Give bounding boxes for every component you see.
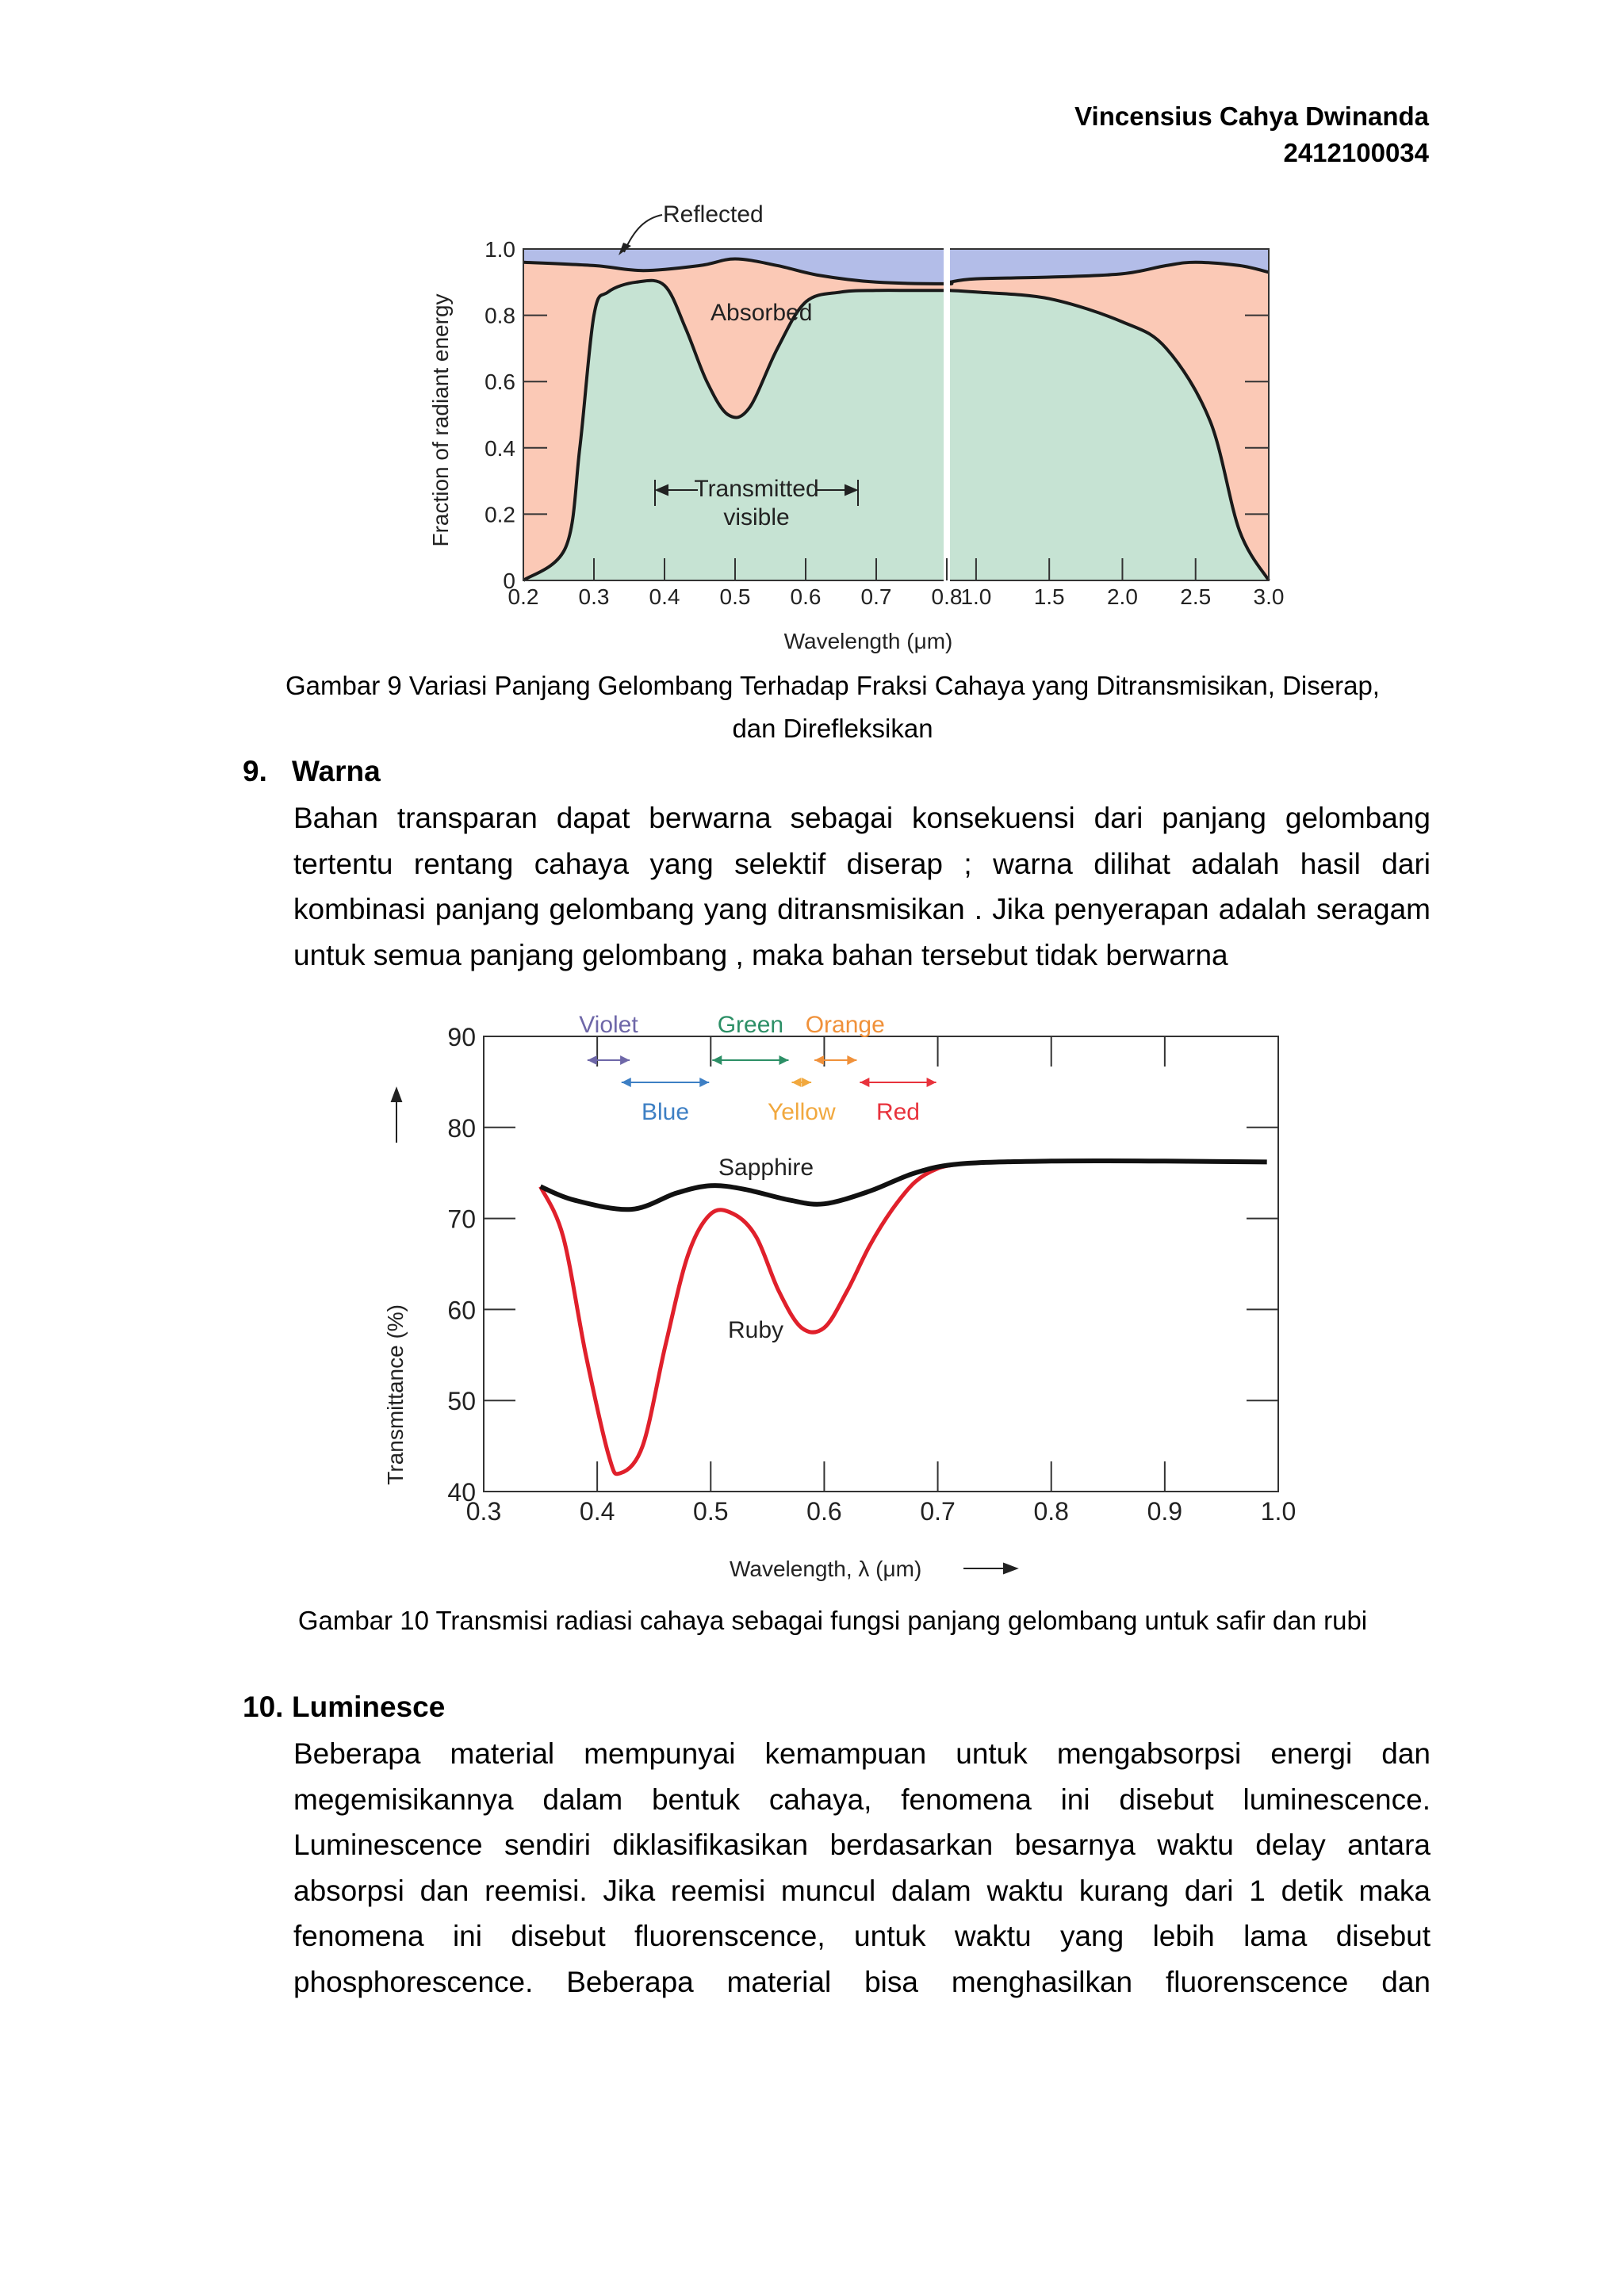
fig9-annotation-visible: visible <box>723 504 790 530</box>
section-10-line: megemisikannya dalam bentuk cahaya, fenomena ini disebut luminescence. <box>293 1783 1431 1816</box>
section-9-number: 9. <box>243 755 267 787</box>
fig10-x-tick-label: 0.4 <box>579 1497 615 1526</box>
fig10-band-yellow-arrowhead-left <box>791 1078 801 1087</box>
fig9-y-axis-label: Fraction of radiant energy <box>428 293 453 547</box>
fig9-y-tick-label: 0.8 <box>485 303 515 328</box>
fig10-y-tick-label: 50 <box>447 1387 476 1416</box>
fig10-band-red-label: Red <box>875 1099 920 1125</box>
fig9-annotation-reflected: Reflected <box>663 201 764 228</box>
fig9-y-tick-label: 0.4 <box>485 435 515 461</box>
fig9-x-tick-label: 0.3 <box>578 584 610 609</box>
fig10-y-tick-label: 90 <box>447 1023 476 1051</box>
fig10-y-tick-label: 80 <box>447 1113 476 1143</box>
figure-9-chart <box>420 190 1308 666</box>
fig10-line-sapphire <box>541 1161 1267 1209</box>
fig10-x-tick-label: 0.8 <box>1033 1497 1069 1526</box>
fig10-x-tick-label: 0.6 <box>806 1497 842 1526</box>
section-9-title: Warna <box>292 755 381 787</box>
section-9-line: Bahan transparan dapat berwarna sebagai konsekuensi dari panjang gelombang <box>293 802 1431 834</box>
fig10-y-tick-label: 40 <box>447 1478 476 1507</box>
fig10-y-axis-label: Transmittance (%) <box>383 1304 408 1485</box>
section-9-line: untuk semua panjang gelombang , maka bahan tersebut tidak berwarna <box>293 938 1228 971</box>
fig9-x-tick-label: 0.8 <box>931 584 963 609</box>
section-10-number: 10. <box>243 1691 284 1723</box>
section-9-line: kombinasi panjang gelombang yang ditransmisikan . Jika penyerapan adalah seragam <box>293 893 1431 925</box>
fig10-x-axis-label: Wavelength, λ (μm) <box>730 1557 922 1581</box>
fig9-x-tick-label: 1.5 <box>1033 584 1065 609</box>
fig10-band-green-arrowhead-left <box>712 1055 722 1065</box>
fig10-band-blue-label: Blue <box>642 1099 690 1125</box>
fig10-band-blue-arrowhead-right <box>699 1078 709 1087</box>
fig9-annotation-transmitted: Transmitted <box>694 476 819 502</box>
author-name: Vincensius Cahya Dwinanda <box>1074 101 1429 131</box>
fig10-band-orange-label: Orange <box>805 1012 885 1038</box>
fig10-series-label-sapphire: Sapphire <box>718 1155 814 1181</box>
fig10-band-red-arrowhead-right <box>927 1078 936 1087</box>
figure-10-chart <box>373 995 1324 1606</box>
fig9-y-tick-label: 1.0 <box>485 237 515 262</box>
fig10-band-red-arrowhead-left <box>860 1078 869 1087</box>
section-10-paragraph <box>293 1731 1431 2005</box>
fig9-axis-break <box>944 238 950 595</box>
fig9-x-tick-label: 0.2 <box>508 584 539 609</box>
section-10-line: phosphorescence. Beberapa material bisa menghasilkan fluorenscence dan <box>293 1965 1431 1998</box>
fig9-x-tick-label: 0.5 <box>719 584 751 609</box>
section-10-line: absorpsi dan reemisi. Jika reemisi muncul dalam waktu kurang dari 1 detik maka <box>293 1874 1431 1907</box>
section-9-line: tertentu rentang cahaya yang selektif diserap ; warna dilihat adalah hasil dari <box>293 847 1431 880</box>
fig9-x-tick-label: 2.0 <box>1106 584 1138 609</box>
fig10-band-green-arrowhead-right <box>779 1055 788 1065</box>
fig9-x-tick-label: 2.5 <box>1180 584 1212 609</box>
fig10-band-orange-arrowhead-left <box>814 1055 824 1065</box>
section-10-line: Luminescence sendiri diklasifikasikan berdasarkan besarnya waktu delay antara <box>293 1829 1431 1861</box>
section-10-heading <box>243 1687 445 1727</box>
fig10-series-label-ruby: Ruby <box>728 1317 784 1343</box>
fig10-x-tick-label: 0.7 <box>920 1497 956 1526</box>
fig9-annotation-absorbed: Absorbed <box>710 300 813 326</box>
section-9-paragraph <box>293 795 1431 978</box>
fig9-x-tick-label: 3.0 <box>1253 584 1285 609</box>
fig10-band-violet-label: Violet <box>579 1012 638 1038</box>
section-10-title: Luminesce <box>292 1691 446 1723</box>
fig9-x-tick-label: 0.6 <box>790 584 822 609</box>
fig10-x-tick-label: 0.3 <box>465 1497 502 1526</box>
fig10-band-blue-arrowhead-left <box>622 1078 631 1087</box>
fig9-y-tick-label: 0.2 <box>485 502 515 527</box>
fig10-y-axis-arrow <box>392 1089 401 1143</box>
fig9-y-tick-label: 0 <box>503 569 515 593</box>
fig9-x-axis-label: Wavelength (μm) <box>783 629 953 653</box>
fig10-band-green-label: Green <box>717 1012 784 1038</box>
fig10-y-tick-label: 60 <box>447 1296 476 1325</box>
fig10-x-tick-label: 1.0 <box>1260 1497 1297 1526</box>
figure-9-caption-line2: dan Direfleksikan <box>732 714 933 743</box>
fig9-y-tick-label: 0.6 <box>485 370 515 395</box>
figure-9-caption-line1: Gambar 9 Variasi Panjang Gelombang Terhadap Fraksi Cahaya yang Ditransmisikan, Diserap, <box>285 671 1380 700</box>
fig9-x-tick-label: 0.4 <box>649 584 680 609</box>
fig10-x-axis-arrow <box>963 1564 1017 1573</box>
fig10-band-yellow-arrowhead-right <box>802 1078 811 1087</box>
fig10-band-orange-arrowhead-right <box>847 1055 856 1065</box>
student-id: 2412100034 <box>1283 138 1429 167</box>
fig10-x-tick-label: 0.5 <box>693 1497 729 1526</box>
section-10-line: fenomena ini disebut fluorenscence, untuk waktu yang lebih lama disebut <box>293 1920 1431 1952</box>
section-9-heading <box>243 752 381 791</box>
fig9-x-tick-label: 0.7 <box>860 584 892 609</box>
fig10-band-violet-arrowhead-right <box>620 1055 630 1065</box>
fig9-x-tick-label: 1.0 <box>960 584 992 609</box>
fig10-y-tick-label: 70 <box>447 1204 476 1234</box>
figure-10-caption: Gambar 10 Transmisi radiasi cahaya sebagai fungsi panjang gelombang untuk safir dan rubi <box>297 1606 1368 1635</box>
fig10-x-tick-label: 0.9 <box>1147 1497 1183 1526</box>
section-10-line: Beberapa material mempunyai kemampuan untuk mengabsorpsi energi dan <box>293 1737 1431 1770</box>
fig10-band-violet-arrowhead-left <box>588 1055 597 1065</box>
fig10-band-yellow-label: Yellow <box>767 1099 836 1125</box>
